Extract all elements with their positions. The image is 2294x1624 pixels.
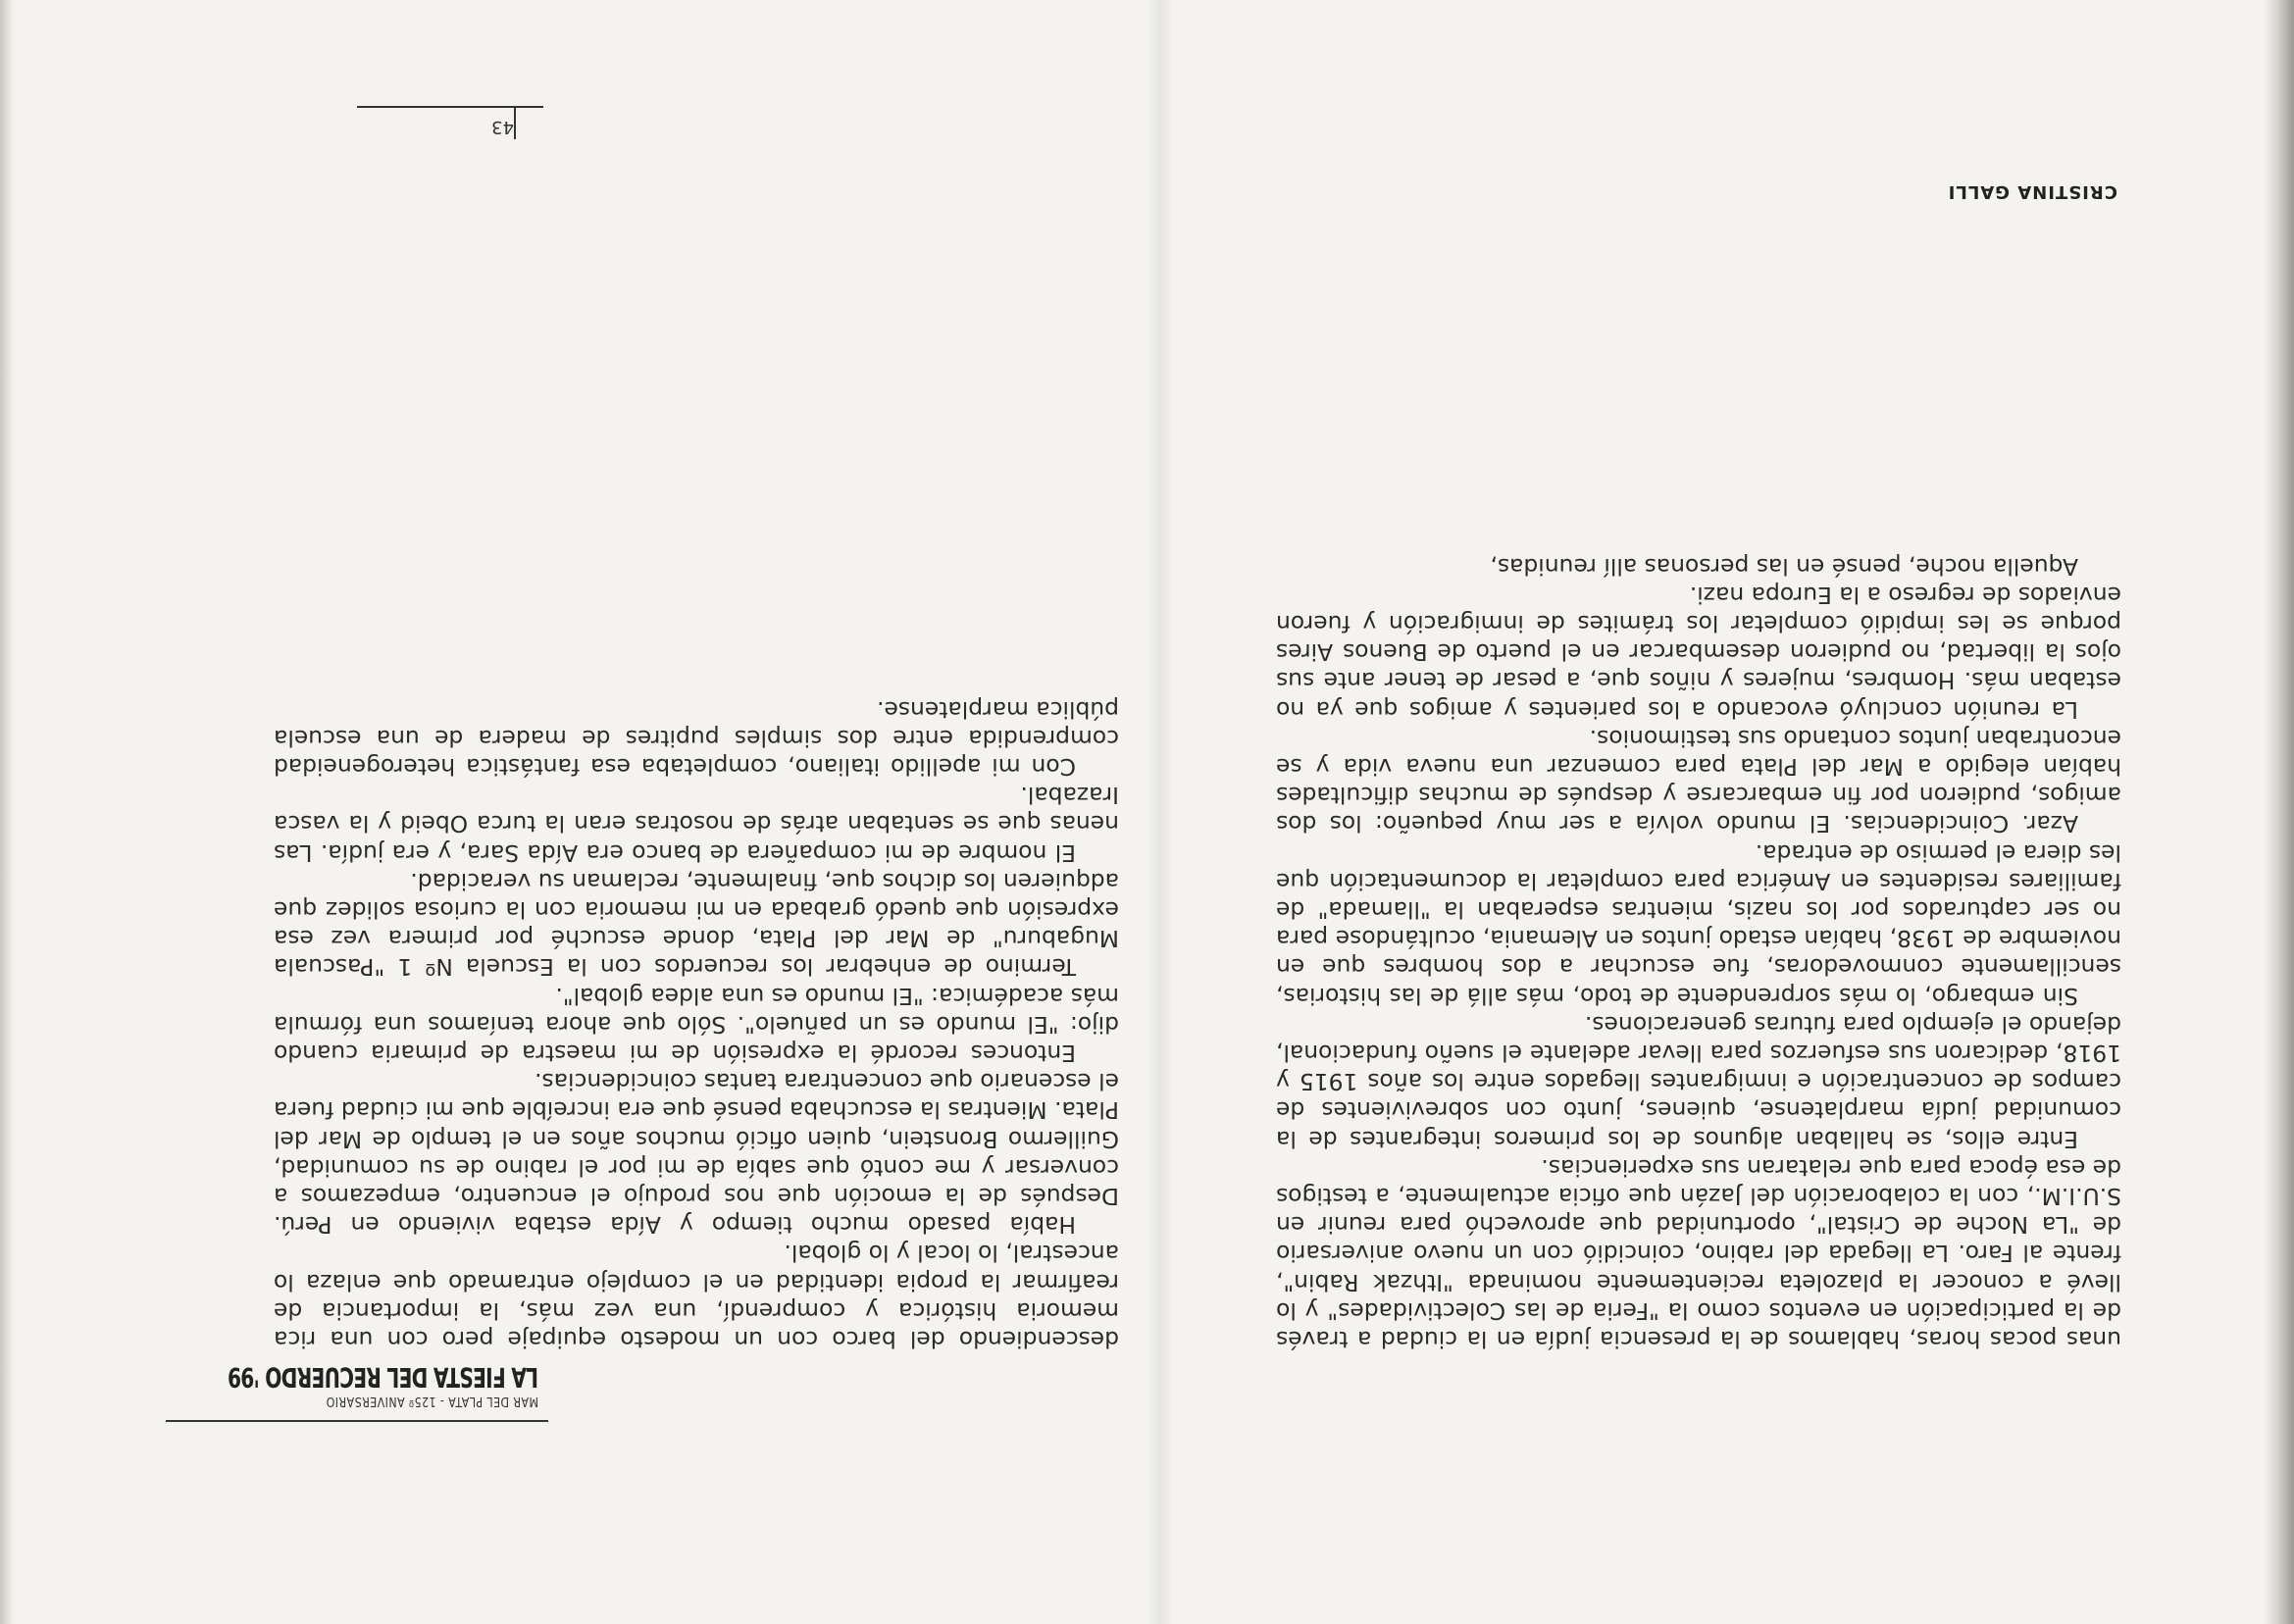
page-number-rule (357, 106, 543, 108)
paragraph: Con mi apellido italiano, completaba esa fantástica heterogeneidad comprendida entre dos simples pupitres de madera de una escuela pública marplatense. (274, 695, 1119, 781)
header-rule (166, 1420, 548, 1422)
paragraph: Había pasado mucho tiempo y Aída estaba viviendo en Perú. Después de la emoción que nos produjo el encuentro, empezamos a conversar y me contó que sabía de mi por el rabino de su comunidad, Guillermo Bronstein, quien ofició muchos años en el templo de Mar del Plata. Mientras la escuchaba pensé que era increíble que mi ciudad fuera el escenario que concentrara tantas coincidencias. (274, 1068, 1119, 1240)
author-name: CRISTINA GALLI (1947, 181, 2117, 202)
paragraph: unas pocas horas, hablamos de la presencia judía en la ciudad a través de la participación en eventos como la "Feria de las Colectividades" y lo llevé a conocer la plazoleta recientemente nominada "Ithzak Rabin", frente al Faro. La llegada del rabino, coincidió con un nuevo aniversario de "La Noche de Cristal", oportunidad que aprovechó para reunir en S.U.I.M., con la colaboración del Jazán que oficia actualmente, a testigos de esa época para que relataran sus experiencias. (1276, 1153, 2121, 1353)
paragraph: Aquella noche, pensé en las personas allí reunidas, (1490, 552, 2078, 581)
page-edge-shadow (2265, 0, 2294, 1624)
paragraph: Sin embargo, lo más sorprendente de todo, más allá de las historias, sencillamente conmovedoras, fue escuchar a dos hombres que en noviembre de 1938, habían estado juntos en Alemania, ocultándose para no ser capturados por los nazis, mientras esperaban la "llamada" de familiares residentes en América para completar la documentación que les diera el permiso de entrada. (1276, 838, 2121, 1010)
paragraph: Entonces recordé la expresión de mi maestra de primaria cuando dijo: "El mundo es un pañuelo". Sólo que ahora teníamos una fórmula más académica: "El mundo es una aldea global". (274, 982, 1119, 1067)
paragraph: La reunión concluyó evocando a los parientes y amigos que ya no estaban más. Hombres, mujeres y niños que, a pesar de tener ante sus ojos la libertad, no pudieron desembarcar en el puerto de Buenos Aires porque se les impidió completar los trámites de inmigración y fueron enviados de regreso a la Europa nazi. (1276, 581, 2121, 724)
paragraph: Termino de enhebrar los recuerdos con la Escuela Nº 1 "Pascuala Mugaburu" de Mar del Plata, donde escuché por primera vez esa expresión que quedó grabada en mi memoria con la curiosa solidez que adquieren los dichos que, finalmente, reclaman su veracidad. (274, 867, 1119, 982)
page-number: 43 (491, 117, 514, 137)
book-subtitle: MAR DEL PLATA - 125º ANIVERSARIO (326, 1394, 538, 1408)
paragraph: El nombre de mi compañera de banco era Aída Sara, y era judía. Las nenas que se sentaban atrás de nosotras eran la turca Obeid y la vasca Irazabal. (274, 782, 1119, 867)
left-page-text (1276, 551, 2121, 1353)
paragraph: descendiendo del barco con un modesto equipaje pero con una rica memoria histórica y comprendí, una vez más, la importancia de reafirmar la propia identidad en el complejo entramado que enlaza lo ancestral, lo local y lo global. (274, 1240, 1119, 1353)
book-title: LA FIESTA DEL RECUERDO '99 (228, 1361, 538, 1394)
page-edge-shadow-left (0, 0, 14, 1624)
book-gutter (1147, 0, 1173, 1624)
paragraph: Entre ellos, se hallaban algunos de los primeros integrantes de la comunidad judía marplatense, quienes, junto con sobrevivientes de campos de concentración e inmigrantes llegados entre los años 1915 y 1918, dedicaron sus esfuerzos para llevar adelante el sueño fundacional, dejando el ejemplo para futuras generaciones. (1276, 1010, 2121, 1153)
page-number-tick (514, 108, 516, 139)
paragraph: Azar. Coincidencias. El mundo volvía a ser muy pequeño: los dos amigos, pudieron por fin embarcarse y después de muchas dificultades habían elegido a Mar del Plata para comenzar una nueva vida y se encontraban juntos contando sus testimonios. (1276, 724, 2121, 838)
right-page-text (274, 694, 1119, 1353)
running-header (108, 1361, 538, 1414)
